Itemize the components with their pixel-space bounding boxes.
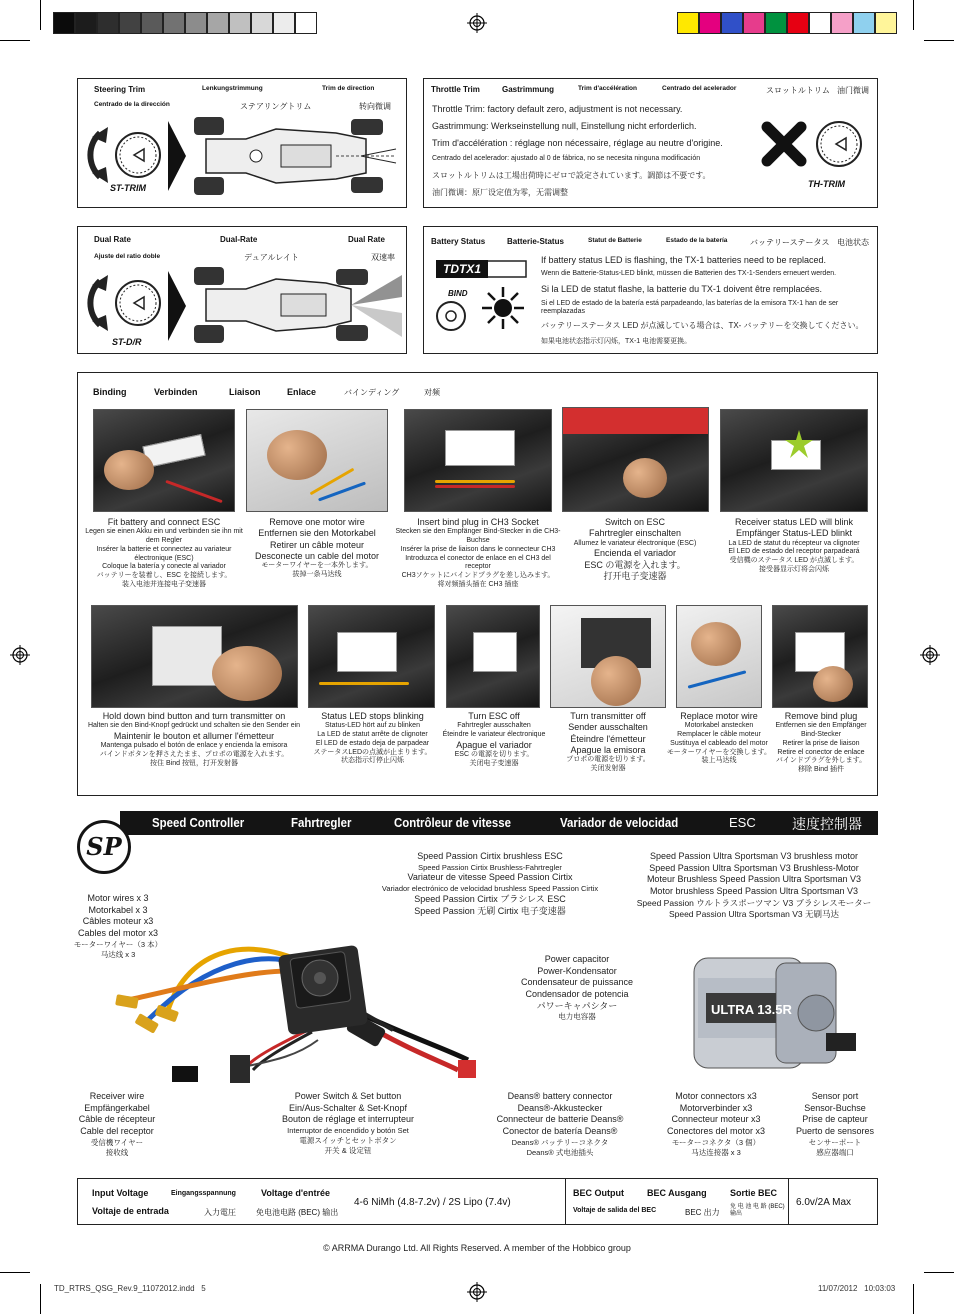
crop-mark bbox=[40, 0, 41, 30]
car-chassis-icon bbox=[186, 109, 404, 204]
binding-label-zh: 对频 bbox=[424, 388, 440, 397]
throttle-trim-line: 油门微调：原厂设定值为零，无需调整 bbox=[432, 188, 568, 197]
color-swatch bbox=[831, 12, 853, 34]
bec-output-label-de: BEC Ausgang bbox=[647, 1188, 707, 1198]
registration-mark-icon bbox=[467, 1282, 487, 1302]
motor-label-text: ULTRA 13.5R bbox=[711, 1002, 792, 1017]
step-caption-main: Receiver status LED will blink bbox=[734, 517, 854, 527]
binding-label-ja: バインディング bbox=[344, 388, 400, 397]
step-caption-line: Legen sie einen Akku ein und verbinden sie ihn mit dem Regler bbox=[85, 528, 243, 544]
steering-trim-label-ja: ステアリングトリム bbox=[240, 102, 312, 111]
throttle-trim-line: Trim d'accélération : réglage non nécessaire, réglage au neutre d'origine. bbox=[432, 138, 723, 148]
gray-swatch bbox=[75, 12, 97, 34]
trim-dial-icon bbox=[814, 119, 864, 169]
receiver-wire-line: Cable del receptor bbox=[80, 1126, 154, 1137]
steering-trim-label-zh: 转向微调 bbox=[359, 102, 391, 111]
step-caption-line: Apague la emisora bbox=[570, 744, 646, 755]
car-chassis-icon bbox=[186, 261, 404, 351]
color-swatch bbox=[677, 12, 699, 34]
step-photo-hold-bind-button bbox=[91, 605, 298, 708]
throttle-trim-line: Gastrimmung: Werkseinstellung null, Einstellung nicht erforderlich. bbox=[432, 121, 697, 131]
step-photo-insert-bind-plug bbox=[404, 409, 552, 512]
step-caption-main: Turn ESC off bbox=[468, 711, 520, 721]
esc-illustration bbox=[108, 870, 668, 1085]
step-photo-fit-battery bbox=[93, 409, 235, 512]
crop-mark bbox=[924, 40, 954, 41]
spec-table bbox=[77, 1178, 878, 1225]
registration-mark-icon bbox=[467, 13, 487, 33]
print-timestamp: 11/07/2012 10:03:03 bbox=[818, 1284, 896, 1293]
sensor-port-line: 感应器端口 bbox=[816, 1147, 854, 1157]
step-photo-remove-bind-plug bbox=[772, 605, 868, 708]
gray-swatch bbox=[119, 12, 141, 34]
color-swatch bbox=[875, 12, 897, 34]
step-caption-main: Switch on ESC bbox=[604, 517, 666, 527]
step-caption-line: Allumez le variateur électronique (ESC) bbox=[573, 539, 697, 547]
battery-status-line: Si el LED de estado de la batería está parpadeando, las baterías de la emisora TX-1 han de ser reemplazadas bbox=[541, 300, 839, 316]
step-photo-replace-motor-wire bbox=[676, 605, 762, 708]
motor-wires-line: 马达线 x 3 bbox=[100, 949, 136, 959]
gray-swatch bbox=[163, 12, 185, 34]
step-caption-line: バッテリーを装着し、ESC を接続します。 bbox=[96, 572, 232, 579]
step-caption-line: 接受器显示灯将会闪烁 bbox=[759, 565, 829, 573]
step-caption-line: Éteindre le variateur électronique bbox=[442, 731, 546, 738]
bec-output-label-es: Voltaje de salida del BEC bbox=[573, 1207, 657, 1214]
steering-trim-label-es: Centrado de la dirección bbox=[94, 101, 170, 108]
steering-trim-label-de: Lenkungstrimmung bbox=[202, 85, 263, 92]
step-caption-line: CH3ソケットにバインドプラグを差し込みます。 bbox=[401, 572, 555, 579]
step-caption-main: Turn transmitter off bbox=[570, 711, 646, 721]
step-photo-turn-esc-off bbox=[446, 605, 540, 708]
color-swatch bbox=[743, 12, 765, 34]
step-caption-main: Fit battery and connect ESC bbox=[107, 517, 221, 527]
registration-mark-icon bbox=[920, 645, 940, 665]
input-voltage-label-de: Eingangsspannung bbox=[171, 1190, 236, 1197]
crop-mark bbox=[913, 0, 914, 30]
step-caption-line: モーターワイヤーを一本外します。 bbox=[261, 562, 373, 569]
crop-mark bbox=[913, 1284, 914, 1314]
band-title-de: Fahrtregler bbox=[291, 815, 352, 830]
throttle-trim-line: Centrado del acelerador: ajustado al 0 de fábrica, no se necesita ninguna modificación bbox=[432, 155, 701, 162]
battery-status-label-fr: Statut de Batterie bbox=[588, 237, 642, 244]
step-caption-line: Entfernen sie den Empfänger Bind-Stecker bbox=[775, 722, 867, 738]
step-caption-line: バインドボタンを押さえたまま、プロポの電源を入れます。 bbox=[99, 751, 289, 758]
step-caption-line: Desconecte un cable del motor bbox=[254, 550, 380, 561]
step-caption-line: 按住 Bind 按钮，打开发射器 bbox=[150, 759, 238, 767]
receiver-wire-line: Câble de récepteur bbox=[78, 1114, 156, 1125]
steering-trim-label-en: Steering Trim bbox=[94, 85, 146, 94]
capacitor-line: Power-Kondensator bbox=[537, 965, 617, 976]
battery-status-panel bbox=[423, 226, 878, 354]
motor-wires-line: モーターワイヤー（3 本） bbox=[73, 939, 163, 949]
step-caption-line: 打开电子变速器 bbox=[603, 570, 667, 581]
step-caption-main: Remove one motor wire bbox=[269, 517, 365, 527]
motor-name-line: Motor brushless Speed Passion Ultra Sportsman V3 bbox=[649, 886, 859, 897]
dual-rate-label-es: Ajuste del ratio doble bbox=[94, 253, 161, 260]
step-caption-line: Sustituya el cableado del motor bbox=[670, 739, 768, 747]
capacitor-line: Condensateur de puissance bbox=[520, 977, 634, 988]
band-title-es: Variador de velocidad bbox=[560, 815, 679, 830]
dual-rate-label-ja: デュアルレイト bbox=[244, 253, 299, 262]
battery-status-label-ja: バッテリーステータス bbox=[750, 238, 830, 247]
step-caption-line: Encienda el variador bbox=[593, 548, 677, 559]
gray-swatch bbox=[229, 12, 251, 34]
step-caption-line: プロポの電源を切ります。 bbox=[566, 756, 650, 763]
step-caption-main: Replace motor wire bbox=[680, 711, 758, 721]
step-caption-line: Remplacer le câble moteur bbox=[677, 731, 761, 738]
throttle-trim-label-zh: 油门微调 bbox=[837, 86, 869, 95]
deans-line: Conector de batería Deans® bbox=[502, 1126, 618, 1137]
color-swatch bbox=[787, 12, 809, 34]
color-swatch bbox=[699, 12, 721, 34]
receiver-wire-line: 受信機ワイヤー bbox=[90, 1137, 144, 1147]
step-caption-line: Sender ausschalten bbox=[568, 722, 648, 733]
step-caption-main: Status LED stops blinking bbox=[321, 711, 424, 721]
bec-output-label-zh: 免 电 池 电 路 (BEC) 输出 bbox=[730, 1204, 785, 1217]
step-caption-line: Apague el variador bbox=[456, 739, 532, 750]
gray-swatch bbox=[141, 12, 163, 34]
battery-led-flashing-icon bbox=[480, 285, 526, 331]
step-caption-line: Empfänger Status-LED blinkt bbox=[735, 528, 853, 539]
capacitor-line: Power capacitor bbox=[544, 954, 610, 964]
power-switch-line: 开关 & 设定钮 bbox=[324, 1145, 372, 1155]
throttle-trim-label-en: Throttle Trim bbox=[431, 85, 480, 94]
step-caption-line: El LED de estado deja de parpadear bbox=[315, 739, 430, 747]
step-photo-status-led-stops bbox=[308, 605, 435, 708]
motor-name-line: Speed Passion Ultra Sportsman V3 无刷马达 bbox=[668, 908, 840, 919]
step-caption-line: Status-LED hört auf zu blinken bbox=[325, 722, 420, 730]
motor-connectors-line: 马达连接器 x 3 bbox=[691, 1147, 741, 1157]
bec-output-label-en: BEC Output bbox=[573, 1188, 624, 1198]
step-caption-line: 移除 Bind 插件 bbox=[798, 766, 844, 773]
motor-connectors-line: モーターコネクタ（3 個） bbox=[671, 1137, 761, 1147]
step-caption-line: 受信機のステータス LED が点滅します。 bbox=[729, 557, 859, 564]
bind-button-icon bbox=[434, 299, 468, 333]
step-caption-line: Stecken sie den Empfänger Bind-Stecker in die CH3-Buchse bbox=[395, 528, 561, 544]
crop-mark bbox=[0, 40, 30, 41]
motor-wires-line: Motor wires x 3 bbox=[87, 893, 149, 903]
gray-swatch bbox=[97, 12, 119, 34]
step-caption-line: Halten sie den Bind-Knopf gedrückt und schalten sie den Sender ein bbox=[87, 722, 301, 730]
capacitor-line: 电力电容器 bbox=[558, 1012, 596, 1022]
battery-status-line: If battery status LED is flashing, the TX-1 batteries need to be replaced. bbox=[541, 255, 826, 265]
step-caption-line: Insérer la batterie et connectez au variateur électronique (ESC) bbox=[96, 545, 232, 562]
receiver-wire-line: Receiver wire bbox=[89, 1091, 145, 1101]
capacitor-line: パワーキャパシター bbox=[536, 1000, 618, 1011]
crop-mark bbox=[0, 1272, 30, 1273]
band-title-en: Speed Controller bbox=[152, 815, 245, 830]
steering-trim-label-fr: Trim de direction bbox=[322, 85, 375, 92]
color-swatch bbox=[765, 12, 787, 34]
step-caption-line: Motorkabel anstecken bbox=[684, 722, 754, 730]
step-caption-line: 状态指示灯停止闪烁 bbox=[341, 757, 404, 765]
step-caption-line: Introduzca el conector de enlace en el CH3 del receptor bbox=[405, 554, 551, 571]
throttle-trim-label-fr: Trim d'accélération bbox=[578, 85, 637, 92]
deans-line: Deans® battery connector bbox=[507, 1091, 613, 1101]
step-caption-line: Retirer un câble moteur bbox=[269, 539, 365, 550]
step-photo-turn-transmitter-off bbox=[550, 605, 666, 708]
led-flash-icon bbox=[785, 430, 813, 458]
dual-rate-label-en: Dual Rate bbox=[94, 235, 131, 244]
motor-name-line: Speed Passion Ultra Sportsman V3 Brushless-Motor bbox=[649, 862, 859, 873]
step-caption-line: バインドプラグを外します。 bbox=[775, 757, 867, 765]
motor-name-line: Speed Passion ウルトラスポーツマン V3 ブラシレスモーター bbox=[636, 897, 872, 908]
binding-label-fr: Liaison bbox=[229, 387, 261, 397]
esc-name-line: Variateur de vitesse Speed Passion Cirtix bbox=[407, 872, 573, 883]
indd-file-name: TD_RTRS_QSG_Rev.9_11072012.indd 5 bbox=[54, 1284, 206, 1293]
trim-dial-icon bbox=[86, 119, 172, 189]
binding-label-es: Enlace bbox=[287, 387, 317, 397]
motor-illustration bbox=[676, 938, 862, 1078]
battery-status-line: バッテリーステータス LED が点滅している場合は、TX- バッテリーを交換してください。 bbox=[541, 321, 864, 330]
motor-name-line: Moteur Brushless Speed Passion Ultra Sportsman V3 bbox=[646, 874, 862, 885]
step-photo-remove-motor-wire bbox=[246, 409, 388, 512]
motor-wires-line: Motorkabel x 3 bbox=[88, 904, 148, 915]
step-caption-main: Insert bind plug in CH3 Socket bbox=[417, 517, 539, 527]
arrow-right-icon bbox=[168, 271, 186, 341]
bec-output-label-ja: BEC 出力 bbox=[685, 1208, 720, 1217]
arrow-right-icon bbox=[168, 121, 186, 191]
sensor-port-line: Puerto de sensores bbox=[795, 1126, 875, 1137]
motor-wires-line: Câbles moteur x3 bbox=[82, 916, 154, 927]
gray-swatch bbox=[273, 12, 295, 34]
gray-swatch bbox=[53, 12, 75, 34]
power-switch-line: Interruptor de encendido y botón Set bbox=[287, 1126, 409, 1136]
step-caption-line: Retire el conector de enlace bbox=[777, 748, 865, 756]
step-caption-line: Fahrtregler einschalten bbox=[588, 528, 682, 539]
battery-status-label-de: Batterie-Status bbox=[507, 237, 564, 246]
spec-divider bbox=[565, 1179, 566, 1225]
step-photo-receiver-led-blink bbox=[720, 409, 868, 512]
step-caption-line: La LED de statut arrête de clignoter bbox=[317, 731, 428, 738]
step-caption-line: モーターワイヤーを交換します。 bbox=[667, 748, 771, 756]
gray-swatch bbox=[295, 12, 317, 34]
sensor-port-line: センサーポート bbox=[808, 1137, 862, 1147]
step-caption-line: ESC の電源を切ります。 bbox=[454, 751, 534, 758]
sensor-port-line: Prise de capteur bbox=[802, 1114, 868, 1125]
step-caption-line: 装上马达线 bbox=[701, 757, 737, 765]
step-caption-line: Éteindre l'émetteur bbox=[570, 733, 646, 744]
tdtx1-logo: TDTX1 bbox=[436, 260, 488, 278]
power-switch-line: Bouton de réglage et interrupteur bbox=[281, 1114, 415, 1125]
step-caption-line: 拔掉一条马达线 bbox=[292, 570, 342, 578]
binding-panel bbox=[77, 372, 878, 796]
gray-swatch bbox=[207, 12, 229, 34]
step-caption-line: Entfernen sie den Motorkabel bbox=[258, 528, 376, 539]
step-caption-line: Mantenga pulsado el botón de enlace y encienda la emisora bbox=[100, 742, 288, 750]
power-switch-line: Ein/Aus-Schalter & Set-Knopf bbox=[288, 1102, 408, 1113]
power-switch-line: Power Switch & Set button bbox=[294, 1091, 402, 1101]
throttle-trim-line: スロットルトリムは工場出荷時にゼロで設定されています。調節は不要です。 bbox=[432, 171, 711, 180]
motor-name-line: Speed Passion Ultra Sportsman V3 brushless motor bbox=[649, 851, 859, 861]
deans-line: Connecteur de batterie Deans® bbox=[496, 1114, 624, 1125]
esc-name-line: Speed Passion Cirtix brushless ESC bbox=[417, 851, 563, 861]
color-swatch bbox=[809, 12, 831, 34]
receiver-wire-line: 接收线 bbox=[105, 1147, 129, 1157]
esc-name-line: Speed Passion Cirtix ブラシレス ESC bbox=[414, 893, 566, 904]
capacitor-line: Condensador de potencia bbox=[525, 989, 629, 1000]
motor-connectors-line: Motor connectors x3 bbox=[675, 1091, 757, 1101]
step-caption-line: Fahrtregler ausschalten bbox=[457, 722, 531, 730]
bind-label: BIND bbox=[448, 289, 468, 298]
input-voltage-label-zh: 免电池电路 (BEC) 输出 bbox=[256, 1208, 339, 1217]
st-trim-label: ST-TRIM bbox=[110, 183, 146, 193]
esc-name-line: Variador electrónico de velocidad brushless Speed Passion Cirtix bbox=[381, 884, 599, 894]
steering-trim-panel bbox=[77, 78, 407, 208]
copyright-notice: © ARRMA Durango Ltd. All Rights Reserved. A member of the Hobbico group bbox=[323, 1243, 631, 1253]
step-caption-line: La LED de statut du récepteur va clignoter bbox=[728, 539, 860, 547]
deans-line: Deans® 式电池插头 bbox=[526, 1147, 594, 1157]
speed-passion-logo-text: SP bbox=[86, 832, 122, 861]
speed-passion-logo bbox=[77, 820, 131, 874]
color-swatch bbox=[853, 12, 875, 34]
battery-status-line: 如果电池状态指示灯闪烁，TX-1 电池需要更换。 bbox=[541, 338, 692, 345]
crop-mark bbox=[924, 1272, 954, 1273]
step-caption-line: Insérer la prise de liaison dans le connecteur CH3 bbox=[400, 545, 556, 553]
gray-swatch bbox=[185, 12, 207, 34]
step-caption-line: 关闭发射器 bbox=[590, 764, 626, 772]
battery-status-label-en: Battery Status bbox=[431, 237, 486, 246]
throttle-trim-label-de: Gastrimmung bbox=[502, 85, 555, 94]
spec-divider bbox=[788, 1179, 789, 1225]
esc-name-line: Speed Passion 无刷 Cirtix 电子变速器 bbox=[414, 905, 566, 916]
input-voltage-label-en: Input Voltage bbox=[92, 1188, 149, 1198]
battery-status-line: Si la LED de statut flashe, la batterie du TX-1 doivent être remplacées. bbox=[541, 284, 822, 294]
motor-connectors-line: Conectores del motor x3 bbox=[666, 1126, 766, 1137]
bec-output-label-fr: Sortie BEC bbox=[730, 1188, 778, 1198]
bec-output-value: 6.0v/2A Max bbox=[796, 1197, 852, 1208]
throttle-trim-line: Throttle Trim: factory default zero, adjustment is not necessary. bbox=[432, 104, 683, 114]
battery-status-line: Wenn die Batterie-Status-LED blinkt, müssen die Batterien des TX-1-Senders erneuert werden. bbox=[541, 270, 837, 277]
step-caption-line: 装入电池并连接电子变速器 bbox=[122, 580, 206, 588]
th-trim-label: TH-TRIM bbox=[808, 179, 845, 189]
motor-connectors-line: Motorverbinder x3 bbox=[679, 1102, 753, 1113]
input-voltage-label-ja: 入力電圧 bbox=[204, 1208, 236, 1217]
battery-status-label-es: Estado de la batería bbox=[666, 237, 728, 244]
battery-status-label-zh: 电池状态 bbox=[837, 238, 869, 247]
step-caption-main: Hold down bind button and turn transmitter on bbox=[102, 711, 286, 721]
power-switch-line: 電源スイッチとセットボタン bbox=[299, 1135, 397, 1145]
deans-line: Deans®-Akkustecker bbox=[517, 1102, 603, 1113]
step-caption-line: 将对频插头插在 CH3 插座 bbox=[437, 580, 519, 588]
throttle-trim-panel bbox=[423, 78, 878, 208]
dual-rate-label-fr: Dual Rate bbox=[348, 235, 385, 244]
no-adjust-cross-icon bbox=[759, 119, 809, 169]
motor-connectors-line: Connecteur moteur x3 bbox=[671, 1114, 761, 1125]
band-title-esc: ESC bbox=[729, 815, 756, 830]
step-caption-line: Maintenir le bouton et allumer l'émetteur bbox=[113, 731, 275, 741]
st-dr-label: ST-D/R bbox=[112, 337, 142, 347]
step-caption-line: ステータスLEDの点滅が止まります。 bbox=[313, 748, 432, 756]
dual-rate-panel bbox=[77, 226, 407, 354]
receiver-wire-line: Empfängerkabel bbox=[84, 1102, 150, 1113]
gray-swatch bbox=[251, 12, 273, 34]
step-caption-line: Coloque la batería y conecte al variador bbox=[102, 563, 226, 571]
input-voltage-value: 4-6 NiMh (4.8-7.2v) / 2S Lipo (7.4v) bbox=[354, 1197, 511, 1208]
step-caption-main: Remove bind plug bbox=[784, 711, 858, 721]
throttle-trim-label-ja: スロットルトリム bbox=[766, 86, 830, 95]
dual-rate-label-de: Dual-Rate bbox=[220, 235, 258, 244]
dual-rate-dial-icon bbox=[86, 267, 172, 337]
crop-mark bbox=[40, 1284, 41, 1314]
band-title-zh: 速度控制器 bbox=[792, 816, 862, 832]
dual-rate-label-zh: 双速率 bbox=[371, 253, 395, 262]
input-voltage-label-es: Voltaje de entrada bbox=[92, 1206, 169, 1216]
step-caption-line: 关闭电子变速器 bbox=[469, 759, 519, 767]
color-swatch bbox=[721, 12, 743, 34]
band-title-fr: Contrôleur de vitesse bbox=[394, 815, 511, 830]
step-caption-line: ESC の電源を入れます。 bbox=[584, 559, 686, 570]
input-voltage-label-fr: Voltage d'entrée bbox=[261, 1188, 330, 1198]
step-photo-switch-on-esc bbox=[562, 407, 709, 512]
deans-line: Deans® バッテリーコネクタ bbox=[511, 1137, 609, 1147]
registration-mark-icon bbox=[10, 645, 30, 665]
sensor-port-line: Sensor-Buchse bbox=[804, 1102, 866, 1113]
step-caption-line: El LED de estado del receptor parpadeará bbox=[728, 548, 860, 556]
step-caption-line: Retirer la prise de liaison bbox=[782, 739, 860, 747]
throttle-trim-label-es: Centrado del acelerador bbox=[662, 85, 737, 92]
binding-label-de: Verbinden bbox=[154, 387, 198, 397]
motor-wires-line: Cables del motor x3 bbox=[77, 928, 159, 939]
sensor-port-line: Sensor port bbox=[811, 1091, 859, 1101]
esc-name-line: Speed Passion Cirtix Brushless-Fahrtregler bbox=[418, 862, 562, 872]
binding-label-en: Binding bbox=[93, 387, 127, 397]
transmitter-outline-icon bbox=[488, 258, 528, 280]
